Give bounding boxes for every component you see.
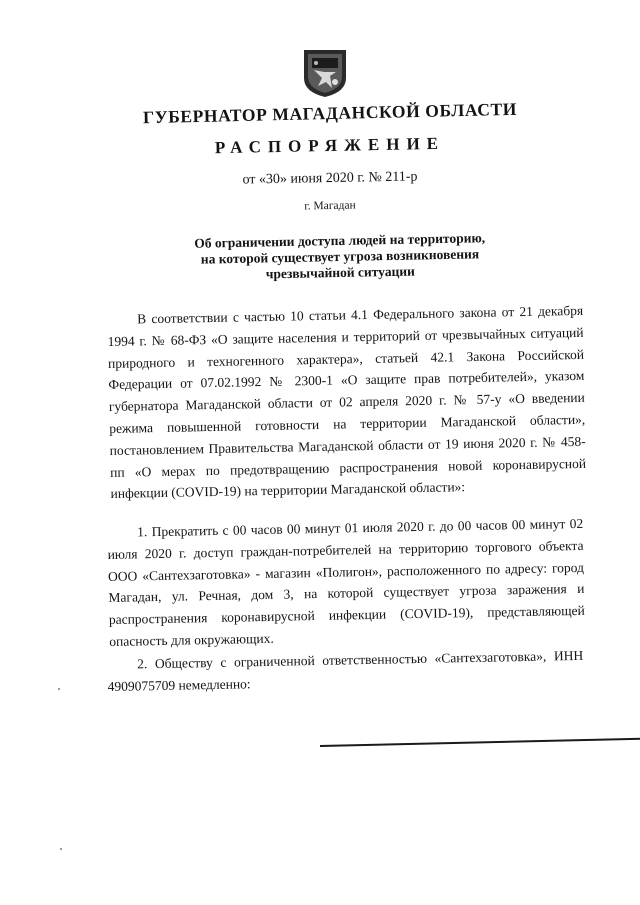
preamble-paragraph: В соответствии с частью 10 статьи 4.1 Федерального закона от 21 декабря 1994 г. № 68-ФЗ «О защите населения и территорий от чрезвычайных ситуаций природного и техногенного характера», статьей 42.1 Закона Российской Федерации от 07.02.1992 № 2300-1 «О защите прав потребителей», указом губернатора Магаданской области от 02 апреля 2020 г. № 57-у «О введении режима повышенной готовности на территории Магаданской области», постановлением Правительства Магаданской области от 19 июня 2020 г. № 458-пп «О мерах по предотвращению распространения новой коронавирусной инфекции (COVID-19) на территории Магаданской области»: (107, 302, 587, 502)
subject-line: чрезвычайной ситуации (265, 263, 415, 282)
scan-edge-line (320, 738, 640, 747)
order-item-1: 1. Прекратить с 00 часов 00 минут 01 июля 2020 г. до 00 часов 00 минут 02 июля 2020 г. доступ граждан-потребителей на территорию торгового объекта ООО «Сантехзаготовка» - магазин «Полигон», расположенного по адресу: город Магадан, ул. Речная, дом 3, на которой существует угроза заражения и распространения коронавирусной инфекции (COVID-19), представляющей опасность для окружающих. (107, 515, 585, 649)
subject-line: на которой существует угроза возникновения (200, 246, 480, 267)
document-city: г. Магадан (304, 199, 356, 213)
governor-title: ГУБЕРНАТОР МАГАДАНСКОЙ ОБЛАСТИ (142, 98, 518, 128)
coat-of-arms-emblem (302, 48, 348, 98)
order-item-2: 2. Обществу с ограниченной ответственностью «Сантехзаготовка», ИНН 4909075709 немедленно: (107, 647, 584, 694)
document-date-number: от «30» июня 2020 г. № 211-р (242, 169, 418, 188)
scan-speck (60, 848, 62, 850)
subject-line: Об ограничении доступа людей на территорию, (194, 230, 486, 251)
scan-speck (58, 688, 60, 690)
document-subject (130, 229, 551, 285)
document-type: РАСПОРЯЖЕНИЕ (214, 133, 446, 158)
